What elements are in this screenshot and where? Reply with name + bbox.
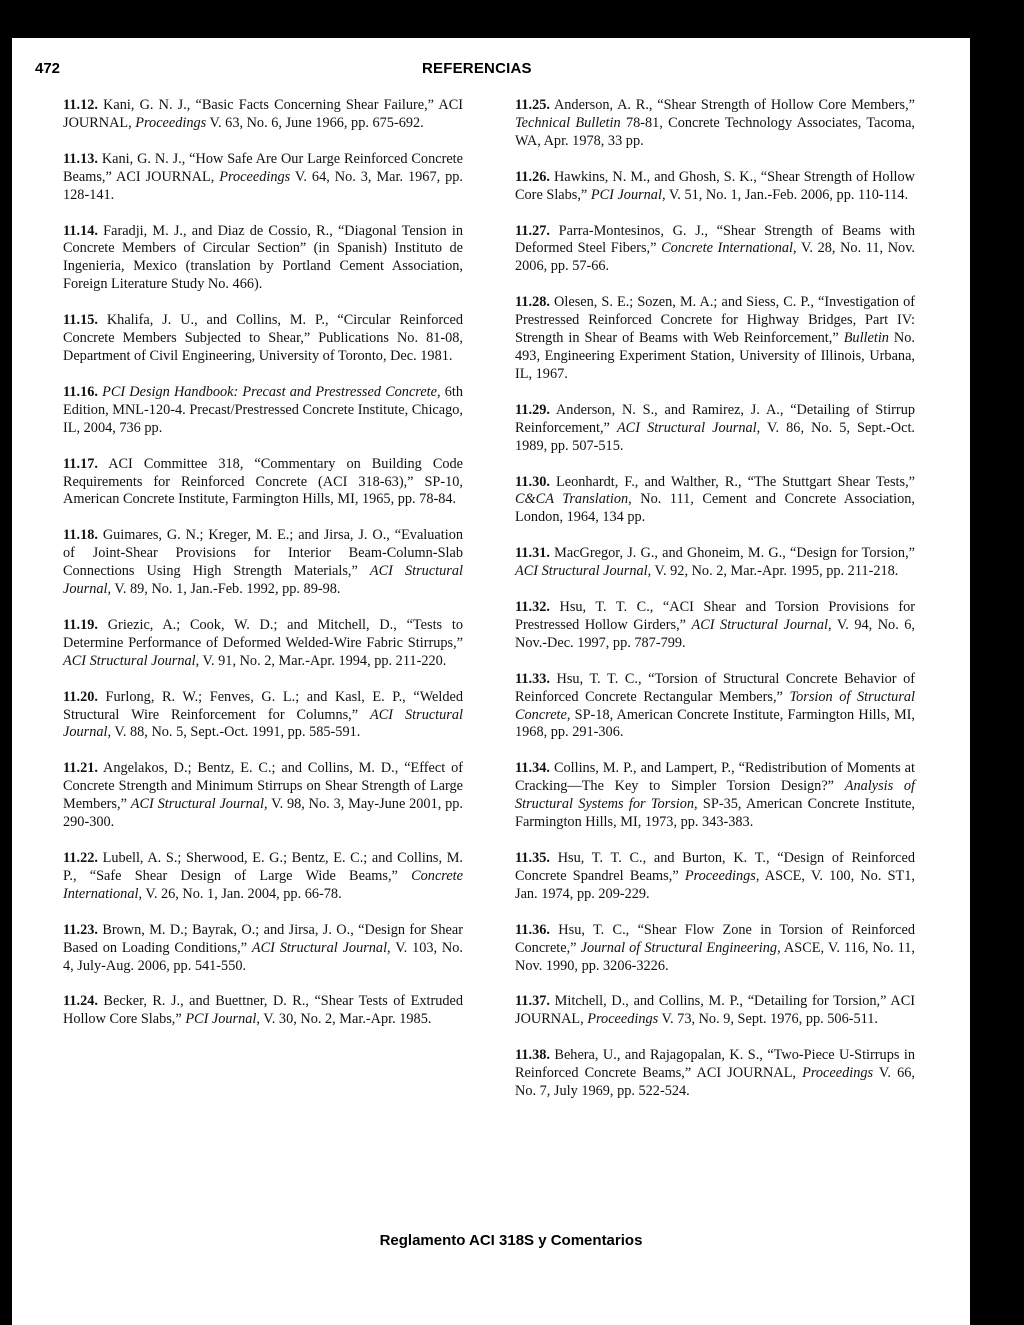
reference-text: , V. 26, No. 1, Jan. 2004, pp. 66-78.: [138, 885, 342, 902]
reference-text: , V. 94, No. 6, Nov.-Dec. 1997, pp. 787-799.: [515, 616, 916, 651]
reference-number: 11.14.: [63, 222, 98, 239]
reference-entry: [63, 993, 463, 1029]
reference-title-italic: Journal of Structural Engineering: [580, 939, 778, 956]
reference-text: V. 66, No. 7, July 1969, pp. 522-524.: [515, 1065, 915, 1100]
references-right-column: [515, 97, 915, 1119]
reference-title-italic: Concrete International: [661, 240, 794, 257]
reference-text: Griezic, A.; Cook, W. D.; and Mitchell, D., “Tests to Determine Performance of Deformed Welded-Wire Fabric Stirrups,”: [63, 616, 463, 651]
reference-number: 11.27.: [515, 222, 550, 239]
reference-title-italic: C&CA Translation: [515, 491, 629, 508]
reference-entry: [515, 760, 915, 832]
reference-number: 11.28.: [515, 294, 550, 311]
reference-title-italic: Torsion of Structural Concrete: [515, 688, 916, 723]
reference-text: Mitchell, D., and Collins, M. P., “Detailing for Torsion,” ACI JOURNAL,: [515, 993, 915, 1028]
references-left-column: [63, 97, 463, 1047]
reference-entry: [515, 1047, 915, 1101]
reference-number: 11.34.: [515, 760, 550, 777]
reference-text: , V. 91, No. 2, Mar.-Apr. 1994, pp. 211-220.: [195, 652, 447, 669]
document-page: [12, 38, 970, 1325]
reference-text: Anderson, N. S., and Ramirez, J. A., “Detailing of Stirrup Reinforcement,”: [515, 401, 915, 436]
reference-number: 11.38.: [515, 1047, 550, 1064]
reference-text: Angelakos, D.; Bentz, E. C.; and Collins, M. D., “Effect of Concrete Strength and Minimum Stirrups on Shear Strength of Large Members,”: [63, 760, 463, 813]
reference-text: Faradji, M. J., and Diaz de Cossio, R., “Diagonal Tension in Concrete Members of Circular Section” (in Spanish) Instituto de Ingenieria, Mexico (translation by Portland Cement Association, Foreign Literature Study No. 466).: [63, 222, 463, 293]
reference-entry: [515, 850, 915, 904]
reference-text: V. 73, No. 9, Sept. 1976, pp. 506-511.: [658, 1011, 878, 1028]
reference-entry: [515, 402, 915, 456]
reference-text: , 6th Edition, MNL-120-4. Precast/Prestressed Concrete Institute, Chicago, IL, 2004, 736 pp.: [63, 383, 463, 436]
reference-number: 11.18.: [63, 527, 98, 544]
reference-text: , V. 28, No. 11, Nov. 2006, pp. 57-66.: [515, 240, 915, 275]
reference-text: Parra-Montesinos, G. J., “Shear Strength of Beams with Deformed Steel Fibers,”: [515, 222, 915, 257]
reference-number: 11.19.: [63, 616, 98, 633]
reference-number: 11.29.: [515, 401, 550, 418]
reference-entry: [515, 223, 915, 277]
reference-title-italic: PCI Journal: [590, 186, 662, 203]
reference-text: , No. 111, Cement and Concrete Association, London, 1964, 134 pp.: [515, 491, 916, 526]
reference-entry: [63, 384, 463, 438]
reference-title-italic: PCI Design Handbook: Precast and Prestressed Concrete: [102, 383, 437, 400]
reference-text: , V. 88, No. 5, Sept.-Oct. 1991, pp. 585-591.: [107, 724, 361, 741]
reference-number: 11.17.: [63, 455, 98, 472]
reference-text: Hsu, T. T. C., and Burton, K. T., “Design of Reinforced Concrete Spandrel Beams,”: [515, 850, 915, 884]
reference-title-italic: Bulletin: [843, 330, 889, 347]
reference-text: , SP-35, American Concrete Institute, Farmington Hills, MI, 1973, pp. 343-383.: [515, 796, 915, 831]
reference-text: Anderson, A. R., “Shear Strength of Hollow Core Members,”: [549, 97, 915, 113]
reference-text: Behera, U., and Rajagopalan, K. S., “Two-Piece U-Stirrups in Reinforced Concrete Beams,” ACI JOURNAL,: [515, 1047, 915, 1082]
reference-text: Hawkins, N. M., and Ghosh, S. K., “Shear Strength of Hollow Core Slabs,”: [515, 168, 915, 203]
reference-text: Leonhardt, F., and Walther, R., “The Stuttgart Shear Tests,”: [549, 473, 915, 490]
reference-text: Kani, G. N. J., “How Safe Are Our Large Reinforced Concrete Beams,” ACI JOURNAL,: [63, 150, 463, 185]
reference-title-italic: ACI Structural Journal: [130, 796, 264, 813]
running-title: REFERENCIAS: [422, 60, 532, 77]
reference-text: , V. 86, No. 5, Sept.-Oct. 1989, pp. 507-515.: [515, 419, 915, 454]
reference-entry: [63, 151, 463, 205]
reference-text: V. 63, No. 6, June 1966, pp. 675-692.: [206, 114, 424, 131]
reference-entry: [63, 312, 463, 366]
reference-text: Hsu, T. T. C., “ACI Shear and Torsion Provisions for Prestressed Hollow Girders,”: [515, 599, 915, 633]
reference-text: , SP-18, American Concrete Institute, Farmington Hills, MI, 1968, pp. 291-306.: [515, 706, 915, 741]
reference-title-italic: ACI Structural Journal: [691, 616, 828, 633]
reference-text: Hsu, T. T. C., “Torsion of Structural Concrete Behavior of Reinforced Concrete Rectangular Members,”: [515, 670, 915, 705]
reference-text: Becker, R. J., and Buettner, D. R., “Shear Tests of Extruded Hollow Core Slabs,”: [63, 993, 463, 1028]
reference-entry: [63, 850, 463, 904]
reference-entry: [63, 689, 463, 743]
reference-number: 11.36.: [515, 921, 550, 938]
reference-entry: [63, 760, 463, 832]
reference-title-italic: Proceedings: [135, 114, 207, 131]
reference-title-italic: Proceedings: [587, 1011, 659, 1028]
reference-entry: [515, 671, 915, 743]
reference-text: 78-81, Concrete Technology Associates, Tacoma, WA, Apr. 1978, 33 pp.: [515, 114, 915, 149]
reference-text: Lubell, A. S.; Sherwood, E. G.; Bentz, E. C.; and Collins, M. P., “Safe Shear Design of Large Wide Beams,”: [63, 850, 463, 884]
reference-title-italic: Proceedings: [684, 867, 756, 884]
reference-text: V. 64, No. 3, Mar. 1967, pp. 128-141.: [63, 168, 464, 203]
reference-text: Furlong, R. W.; Fenves, G. L.; and Kasl, E. P., “Welded Structural Wire Reinforcement for Columns,”: [63, 688, 463, 723]
reference-number: 11.20.: [63, 688, 98, 705]
reference-title-italic: Proceedings: [802, 1065, 874, 1082]
reference-text: Kani, G. N. J., “Basic Facts Concerning Shear Failure,” ACI JOURNAL,: [63, 97, 463, 131]
reference-number: 11.21.: [63, 760, 98, 777]
reference-title-italic: ACI Structural Journal: [63, 706, 463, 741]
reference-text: , ASCE, V. 100, No. ST1, Jan. 1974, pp. 209-229.: [515, 867, 916, 902]
reference-entry: [63, 922, 463, 976]
reference-text: , V. 98, No. 3, May-June 2001, pp. 290-300.: [63, 796, 464, 831]
reference-title-italic: ACI Structural Journal: [616, 419, 757, 436]
reference-number: 11.22.: [63, 850, 98, 866]
reference-title-italic: ACI Structural Journal: [515, 563, 648, 580]
reference-entry: [63, 617, 463, 671]
page-header: [12, 38, 970, 98]
reference-text: , V. 92, No. 2, Mar.-Apr. 1995, pp. 211-218.: [647, 563, 899, 580]
reference-entry: [63, 456, 463, 510]
reference-text: , V. 51, No. 1, Jan.-Feb. 2006, pp. 110-114.: [661, 186, 909, 203]
reference-text: Brown, M. D.; Bayrak, O.; and Jirsa, J. O., “Design for Shear Based on Loading Conditions,”: [63, 921, 463, 956]
reference-entry: [515, 169, 915, 205]
reference-text: Guimares, G. N.; Kreger, M. E.; and Jirsa, J. O., “Evaluation of Joint-Shear Provisions for Interior Beam-Column-Slab Connections Using High Strength Materials,”: [63, 527, 463, 580]
reference-title-italic: ACI Structural Journal: [251, 939, 388, 956]
reference-number: 11.30.: [515, 473, 550, 490]
reference-title-italic: Technical Bulletin: [515, 114, 621, 131]
reference-number: 11.32.: [515, 599, 550, 616]
reference-number: 11.33.: [515, 670, 550, 687]
reference-number: 11.26.: [515, 168, 550, 185]
reference-entry: [515, 922, 915, 976]
reference-entry: [63, 223, 463, 295]
reference-text: Collins, M. P., and Lampert, P., “Redistribution of Moments at Cracking—The Key to Simpler Torsion Design?”: [515, 760, 915, 795]
reference-entry: [515, 993, 915, 1029]
reference-text: Khalifa, J. U., and Collins, M. P., “Circular Reinforced Concrete Members Subjected to Shear,” Publications No. 81-08, Department of Civil Engineering, University of Toronto, Dec. 1981.: [63, 312, 463, 364]
reference-title-italic: Analysis of Structural Systems for Torsion: [515, 778, 915, 813]
reference-number: 11.15.: [63, 312, 98, 329]
reference-number: 11.37.: [515, 993, 550, 1010]
reference-text: ACI Committee 318, “Commentary on Building Code Requirements for Reinforced Concrete (ACI 318-63),” SP-10, American Concrete Institute, Farmington Hills, MI, 1965, pp. 78-84.: [63, 455, 463, 508]
reference-text: No. 493, Engineering Experiment Station, University of Illinois, Urbana, IL, 1967.: [515, 330, 915, 382]
reference-entry: [515, 599, 915, 653]
reference-text: , V. 103, No. 4, July-Aug. 2006, pp. 541-550.: [63, 939, 463, 974]
reference-number: 11.12.: [63, 97, 98, 113]
reference-title-italic: ACI Structural Journal: [63, 652, 196, 669]
reference-text: , V. 30, No. 2, Mar.-Apr. 1985.: [256, 1011, 432, 1028]
reference-number: 11.31.: [515, 545, 550, 562]
reference-entry: [515, 474, 915, 528]
reference-text: Olesen, S. E.; Sozen, M. A.; and Siess, C. P., “Investigation of Prestressed Reinforced Concrete for Highway Bridges, Part IV: Strength in Shear of Beams with Web Reinforcement,”: [515, 294, 915, 347]
reference-text: , V. 89, No. 1, Jan.-Feb. 1992, pp. 89-98.: [107, 581, 341, 598]
reference-title-italic: ACI Structural Journal: [63, 563, 463, 598]
reference-text: , ASCE, V. 116, No. 11, Nov. 1990, pp. 3206-3226.: [515, 939, 915, 974]
reference-number: 11.13.: [63, 150, 98, 167]
reference-entry: [63, 527, 463, 599]
reference-title-italic: Concrete International: [63, 867, 463, 902]
reference-title-italic: PCI Journal: [185, 1011, 257, 1028]
reference-entry: [515, 294, 915, 384]
reference-text: Hsu, T. C., “Shear Flow Zone in Torsion of Reinforced Concrete,”: [515, 921, 915, 956]
reference-text: MacGregor, J. G., and Ghoneim, M. G., “Design for Torsion,”: [549, 545, 915, 562]
reference-entry: [515, 545, 915, 581]
reference-entry: [515, 97, 915, 151]
page-footer: Reglamento ACI 318S y Comentarios: [379, 1232, 643, 1249]
reference-number: 11.23.: [63, 921, 98, 938]
reference-entry: [63, 97, 463, 133]
reference-number: 11.24.: [63, 993, 98, 1010]
reference-number: 11.35.: [515, 850, 550, 866]
reference-number: 11.16.: [63, 383, 98, 400]
page-number: 472: [35, 60, 61, 77]
reference-title-italic: Proceedings: [219, 168, 291, 185]
reference-number: 11.25.: [515, 97, 550, 113]
